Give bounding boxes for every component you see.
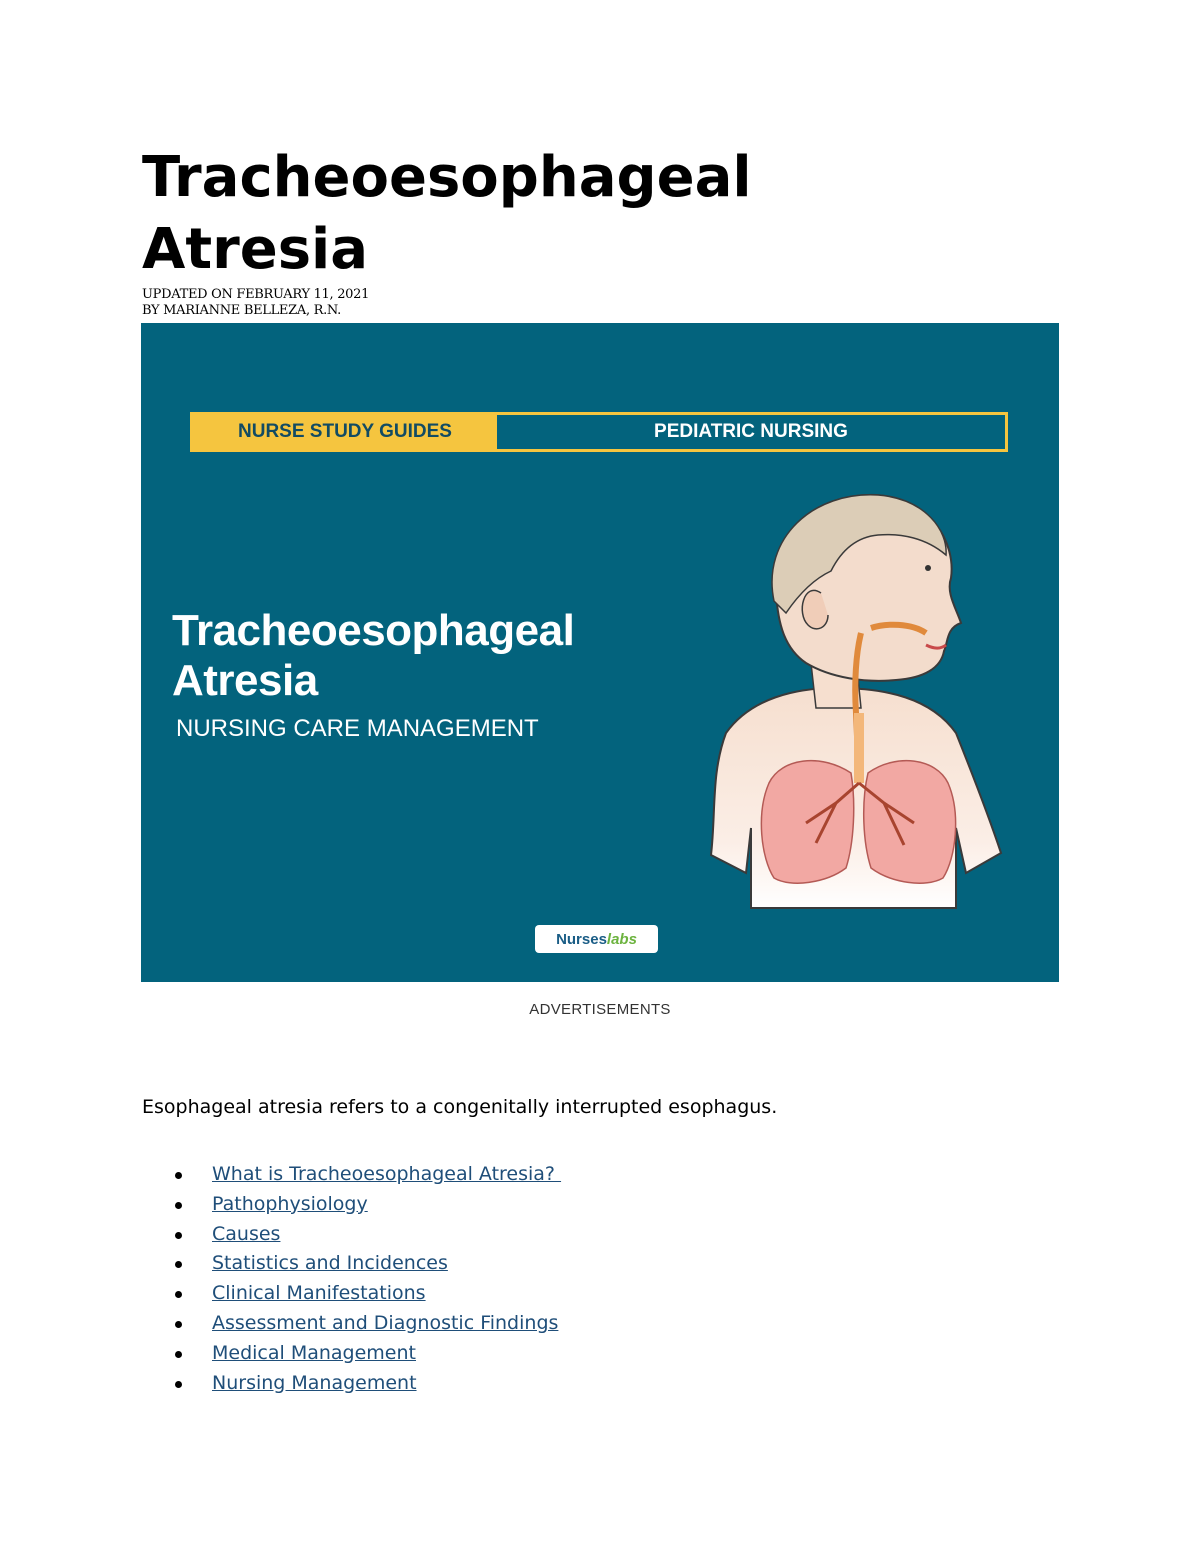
- hero-subtitle: NURSING CARE MANAGEMENT: [176, 715, 539, 742]
- right-lung: [864, 761, 956, 884]
- hero-title-line-2: Atresia: [172, 656, 318, 705]
- hero-title-line-1: Tracheoesophageal: [172, 606, 575, 655]
- hero-title: [172, 606, 574, 706]
- eye: [925, 565, 931, 571]
- toc-item: [142, 1160, 561, 1190]
- advertisements-label: ADVERTISEMENTS: [529, 1001, 671, 1018]
- toc-item: [142, 1369, 561, 1399]
- toc-link-causes[interactable]: Causes: [212, 1222, 281, 1245]
- toc-item: [142, 1249, 561, 1279]
- page-title-line-1: Tracheoesophageal: [142, 145, 752, 210]
- bullet-icon: [175, 1321, 182, 1328]
- toc-item: [142, 1339, 561, 1369]
- toc-link-what-is[interactable]: What is Tracheoesophageal Atresia?: [212, 1163, 562, 1185]
- category-bar: [190, 412, 1008, 452]
- tag-nurse-study-guides[interactable]: NURSE STUDY GUIDES: [193, 415, 497, 449]
- child-lungs-illustration: [656, 483, 1016, 913]
- toc-item: [142, 1190, 561, 1220]
- toc-link-nursing-management[interactable]: Nursing Management: [212, 1371, 417, 1394]
- page-title: [142, 142, 752, 286]
- toc-link-statistics[interactable]: Statistics and Incidences: [212, 1252, 448, 1275]
- toc-link-assessment[interactable]: Assessment and Diagnostic Findings: [212, 1311, 559, 1334]
- bullet-icon: [175, 1261, 182, 1268]
- intro-paragraph: Esophageal atresia refers to a congenitally interrupted esophagus.: [142, 1096, 778, 1118]
- tag-pediatric-nursing[interactable]: PEDIATRIC NURSING: [654, 421, 848, 442]
- bullet-icon: [175, 1202, 182, 1209]
- bullet-icon: [175, 1381, 182, 1388]
- author-byline: BY MARIANNE BELLEZA, R.N.: [142, 303, 342, 318]
- bullet-icon: [175, 1351, 182, 1358]
- toc-link-pathophysiology[interactable]: Pathophysiology: [212, 1192, 368, 1215]
- hero-image: [141, 323, 1059, 982]
- table-of-contents: [142, 1160, 561, 1398]
- bullet-icon: [175, 1232, 182, 1239]
- bullet-icon: [175, 1172, 182, 1179]
- toc-item: [142, 1279, 561, 1309]
- article-meta: [142, 287, 369, 319]
- updated-date: UPDATED ON FEBRUARY 11, 2021: [142, 287, 370, 302]
- nurseslabs-logo: [535, 925, 658, 953]
- toc-item: [142, 1309, 561, 1339]
- toc-link-medical-management[interactable]: Medical Management: [212, 1341, 416, 1364]
- page-title-line-2: Atresia: [142, 217, 369, 282]
- toc-link-clinical-manifestations[interactable]: Clinical Manifestations: [212, 1282, 426, 1305]
- logo-text-labs: labs: [606, 930, 637, 948]
- toc-item: [142, 1220, 561, 1250]
- bullet-icon: [175, 1291, 182, 1298]
- logo-text-nurses: Nurses: [556, 930, 607, 948]
